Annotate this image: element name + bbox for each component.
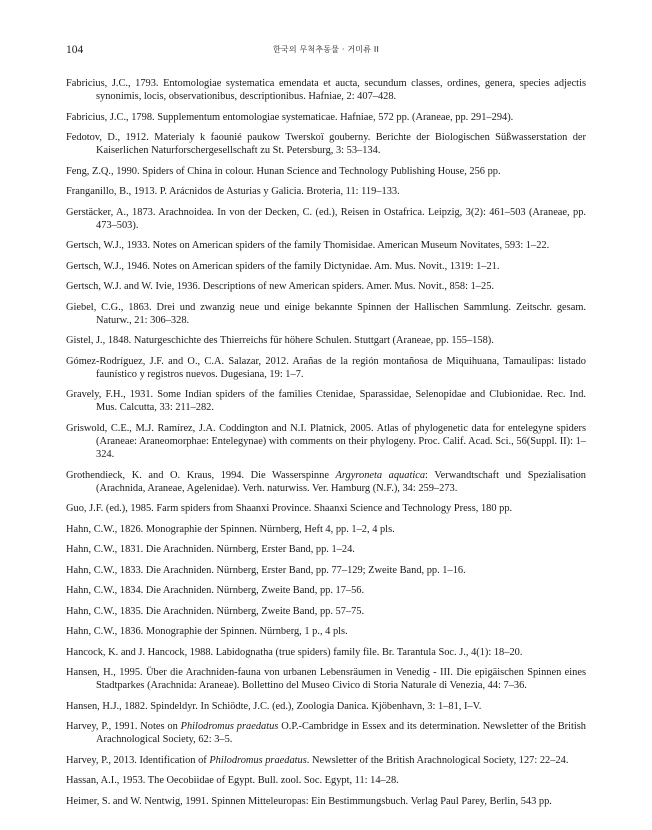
reference-entry xyxy=(66,260,586,273)
reference-text: Hahn, C.W., 1833. Die Arachniden. Nürnberg, Erster Band, pp. 77–129; Zweite Band, pp. 1–16. xyxy=(66,564,466,576)
reference-entry xyxy=(66,700,586,713)
page-header xyxy=(66,44,586,60)
reference-entry xyxy=(66,131,586,157)
reference-text: Gómez-Rodríguez, J.F. and O., C.A. Salazar, 2012. Arañas de la región montañosa de Miquihuana, Tamaulipas: listado faunístico y registros nuevos. Dugesiana, 19: 1–7. xyxy=(66,355,586,380)
reference-text: Gertsch, W.J. and W. Ivie, 1936. Descriptions of new American spiders. Amer. Mus. Novit., 858: 1–25. xyxy=(66,281,494,293)
reference-entry xyxy=(66,206,586,232)
reference-entry xyxy=(66,185,586,198)
reference-text: Gertsch, W.J., 1946. Notes on American spiders of the family Dictynidae. Am. Mus. Novit., 1319: 1–21. xyxy=(66,260,500,272)
reference-entry xyxy=(66,605,586,618)
reference-text: Fabricius, J.C., 1798. Supplementum entomologiae systematicae. Hafniae, 572 pp. (Araneae, pp. 291–294). xyxy=(66,111,514,123)
reference-entry xyxy=(66,301,586,327)
reference-entry xyxy=(66,584,586,597)
reference-text: Fabricius, J.C., 1793. Entomologiae systematica emendata et aucta, secundum classes, ordines, genera, species adjectis synonimis, locis, observationibus, descriptionibus. Hafniae, 2: 407–428. xyxy=(66,78,586,103)
reference-text: Gertsch, W.J., 1933. Notes on American spiders of the family Thomisidae. American Museum Novitates, 593: 1–22. xyxy=(66,240,550,252)
reference-text: Gerstäcker, A., 1873. Arachnoidea. In von der Decken, C. (ed.), Reisen in Ostafrica. Leipzig, 3(2): 461–503 (Araneae, pp. 473–503). xyxy=(66,206,586,231)
reference-text: Gistel, J., 1848. Naturgeschichte des Thierreichs für höhere Schulen. Stuttgart (Araneae, pp. 155–158). xyxy=(66,335,494,347)
reference-entry xyxy=(66,280,586,293)
reference-text: Hahn, C.W., 1834. Die Arachniden. Nürnberg, Zweite Band, pp. 17–56. xyxy=(66,585,365,597)
reference-text: O.P.-Cambridge in Essex and its determination. Newsletter of the British Arachnological Society, 62: 3–5. xyxy=(96,721,586,746)
reference-text: . Newsletter of the British Arachnological Society, 127: 22–24. xyxy=(306,754,569,766)
reference-species-name: Argyroneta aquatica xyxy=(335,469,426,481)
reference-entry xyxy=(66,625,586,638)
reference-entry xyxy=(66,502,586,515)
reference-text: Gravely, F.H., 1931. Some Indian spiders of the families Ctenidae, Sparassidae, Selenopidae and Clubionidae. Rec. Ind. Mus. Calcutta, 33: 211–282. xyxy=(66,389,586,414)
reference-entry xyxy=(66,334,586,347)
reference-text: Hansen, H.J., 1882. Spindeldyr. In Schiödte, J.C. (ed.), Zoologia Danica. Kjöbenhavn, 3: 1–81, I–V. xyxy=(66,700,482,712)
reference-text: Hahn, C.W., 1826. Monographie der Spinnen. Nürnberg, Heft 4, pp. 1–2, 4 pls. xyxy=(66,523,395,535)
reference-text: Harvey, P., 1991. Notes on xyxy=(66,721,181,733)
reference-text: Feng, Z.Q., 1990. Spiders of China in colour. Hunan Science and Technology Publishing House, 256 pp. xyxy=(66,165,501,177)
reference-text: Hansen, H., 1995. Über die Arachniden-fauna von urbanen Lebensräumen in Venedig - III. Die epigäischen Spinnen eines Stadtparkes (Arachnida: Araneae). Bollettino del Museo Civico di Storia Naturale di Venezia, 44: 7–36. xyxy=(66,666,586,692)
reference-text: : Verwandtschaft und Spezialisation (Arachnida, Araneae, Agelenidae). Verh. naturwiss. Ver. Hamburg (N.F.), 34: 259–273. xyxy=(96,469,587,494)
reference-entry xyxy=(66,754,586,767)
reference-text: Harvey, P., 2013. Identification of xyxy=(66,754,210,766)
reference-entry xyxy=(66,774,586,787)
page-number: 104 xyxy=(66,44,84,56)
reference-text: Hahn, C.W., 1831. Die Arachniden. Nürnberg, Erster Band, pp. 1–24. xyxy=(66,544,355,556)
reference-entry xyxy=(66,469,586,495)
reference-entry xyxy=(66,720,586,746)
running-title: 한국의 무척추동물 · 거미류 II xyxy=(272,45,380,54)
reference-text: Grothendieck, K. and O. Kraus, 1994. Die Wasserspinne xyxy=(66,469,336,481)
reference-text: Hassan, A.I., 1953. The Oecobiidae of Egypt. Bull. zool. Soc. Egypt, 11: 14–28. xyxy=(66,775,399,787)
reference-text: Hahn, C.W., 1835. Die Arachniden. Nürnberg, Zweite Band, pp. 57–75. xyxy=(66,605,365,617)
reference-list xyxy=(66,77,586,815)
reference-text: Heimer, S. and W. Nentwig, 1991. Spinnen Mitteleuropas: Ein Bestimmungsbuch. Verlag Paul Parey, Berlin, 543 pp. xyxy=(66,795,552,807)
reference-entry xyxy=(66,77,586,103)
reference-entry xyxy=(66,422,586,461)
reference-entry xyxy=(66,523,586,536)
reference-text: Franganillo, B., 1913. P. Arácnidos de Asturias y Galicia. Broteria, 11: 119–133. xyxy=(66,186,400,198)
reference-text: Giebel, C.G., 1863. Drei und zwanzig neue und einige bekannte Spinnen der Hallischen Sammlung. Zeitschr. gesam. Naturw., 21: 306–328. xyxy=(66,301,586,326)
reference-text: Hancock, K. and J. Hancock, 1988. Labidognatha (true spiders) family file. Br. Tarantula Soc. J., 4(1): 18–20. xyxy=(66,646,523,658)
reference-text: Fedotov, D., 1912. Materialy k faounié paukow Twerskoï gouberny. Berichte der Biologischen Süßwasserstation der Kaiserlichen Naturforschergesellschaft zu St. Petersburg, 3: 53–134. xyxy=(66,132,586,157)
reference-text: Hahn, C.W., 1836. Monographie der Spinnen. Nürnberg, 1 p., 4 pls. xyxy=(66,626,348,638)
reference-species-name: Philodromus praedatus xyxy=(209,754,307,766)
reference-entry xyxy=(66,355,586,381)
reference-entry xyxy=(66,239,586,252)
reference-entry xyxy=(66,111,586,124)
reference-entry xyxy=(66,795,586,808)
reference-species-name: Philodromus praedatus xyxy=(180,721,279,733)
reference-entry xyxy=(66,165,586,178)
reference-entry xyxy=(66,388,586,414)
reference-entry xyxy=(66,543,586,556)
reference-text: Griswold, C.E., M.J. Ramírez, J.A. Coddington and N.I. Platnick, 2005. Atlas of phylogenetic data for entelegyne spiders (Araneae: Araneomorphae: Entelegynae) with comments on their phylogeny. Proc. Calif. Acad. Sci., 56(Suppl. II): 1–324. xyxy=(66,422,586,461)
reference-text: Guo, J.F. (ed.), 1985. Farm spiders from Shaanxi Province. Shaanxi Science and Technology Press, 180 pp. xyxy=(66,503,513,515)
reference-entry xyxy=(66,646,586,659)
reference-entry xyxy=(66,666,586,692)
reference-entry xyxy=(66,564,586,577)
